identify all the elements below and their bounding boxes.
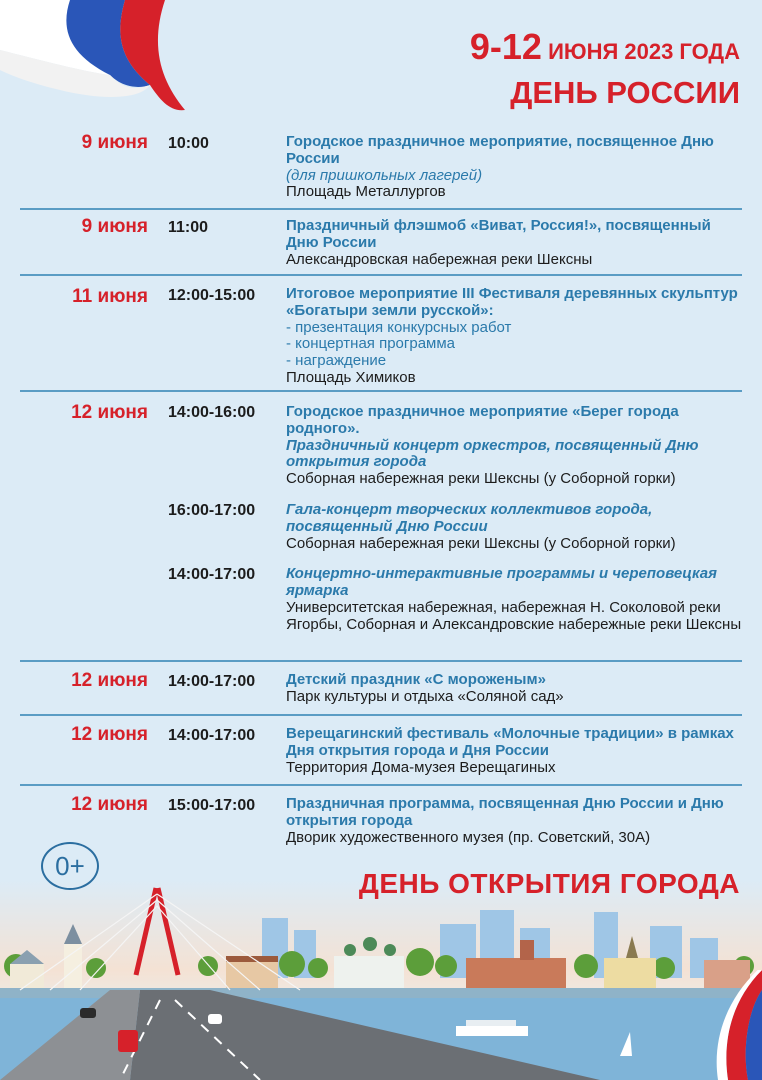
event-title: Итоговое мероприятие III Фестиваля деревянных скульптур «Богатыри земли русской»: [286,285,738,319]
event-date: 11 июня [72,286,148,307]
program-item: - награждение [286,352,387,370]
event-time: 11:00 [168,219,209,236]
event-location: Соборная набережная реки Шексны (у Соборной горки) [286,534,676,552]
event-description [286,218,742,268]
schedule-row [20,128,742,210]
month-year: ИЮНЯ 2023 ГОДА [548,39,740,64]
schedule-row [20,662,742,716]
event-description [286,726,742,776]
header [470,28,740,113]
event-description [286,796,742,846]
event-date: 12 июня [71,402,148,423]
event-description [286,404,742,488]
event-schedule [20,128,742,850]
schedule-row [20,392,742,662]
event-description [286,502,742,552]
event-description [286,672,742,706]
schedule-row [20,786,742,850]
city-panorama-illustration [0,880,762,1080]
event-location: Площадь Химиков [286,368,416,386]
event-location: Александровская набережная реки Шексны [286,250,593,268]
event-description [286,566,742,633]
event-title: Праздничный флэшмоб «Виват, Россия!», посвященный Дню России [286,217,711,251]
event-time: 14:00-17:00 [168,727,256,744]
event-dates [470,28,740,71]
event-time: 14:00-17:00 [168,566,256,584]
event-title: Гала-концерт творческих коллективов города, посвященный Дню России [286,500,653,535]
schedule-row [20,716,742,786]
event-date: 12 июня [71,724,148,745]
time-slot [20,488,742,552]
event-date: 9 июня [81,132,148,153]
time-slot [20,210,742,268]
event-date: 9 июня [81,216,148,237]
event-location: Площадь Металлургов [286,183,446,201]
program-item: - концертная программа [286,335,456,353]
schedule-row [20,210,742,276]
event-location: Территория Дома-музея Верещагиных [286,758,556,776]
time-slot [20,662,742,706]
event-time: 14:00-16:00 [168,404,256,421]
time-slot [20,128,742,201]
event-location: Университетская набережная, набережная Н. Соколовой реки Ягорбы, Соборная и Александровские набережные реки Шексны [286,598,742,633]
event-title: Концертно-интерактивные программы и череповецкая ярмарка [286,565,717,600]
program-item: - презентация конкурсных работ [286,318,512,336]
event-title: Праздничная программа, посвященная Дню России и Дню открытия города [286,795,724,829]
event-location: Дворик художественного музея (пр. Советский, 30А) [286,828,651,846]
age-rating-badge: 0+ [41,842,99,890]
event-time: 14:00-17:00 [168,673,256,690]
time-slot [20,276,742,387]
city-day-title: ДЕНЬ ОТКРЫТИЯ ГОРОДА [358,868,740,899]
event-description [286,134,742,201]
event-subtitle: Праздничный концерт оркестров, посвященный Дню открытия города [286,436,699,471]
russian-flag-ribbon-icon [0,0,190,130]
event-location: Парк культуры и отдыха «Соляной сад» [286,687,564,705]
event-date: 12 июня [71,794,148,815]
event-time: 16:00-17:00 [168,501,256,519]
event-description [286,286,742,387]
event-time: 12:00-15:00 [168,287,256,304]
event-title: Верещагинский фестиваль «Молочные традиции» в рамках Дня открытия города и Дня России [286,725,734,759]
time-slot [20,552,742,633]
russian-flag-ribbon-icon [692,970,762,1080]
event-title: Городское праздничное мероприятие, посвященное Дню России [286,133,714,167]
event-title: Детский праздник «С мороженым» [286,671,546,688]
event-note: (для пришкольных лагерей) [286,166,483,184]
event-time: 10:00 [168,135,209,152]
event-title: Городское праздничное мероприятие «Берег города родного». [286,403,679,437]
event-time: 15:00-17:00 [168,797,256,814]
event-date: 12 июня [71,670,148,691]
date-range: 9-12 [469,26,542,67]
event-location: Соборная набережная реки Шексны (у Соборной горки) [286,470,676,488]
holiday-title: ДЕНЬ РОССИИ [510,75,740,110]
time-slot [20,786,742,846]
time-slot [20,392,742,488]
schedule-row [20,276,742,392]
time-slot [20,716,742,776]
